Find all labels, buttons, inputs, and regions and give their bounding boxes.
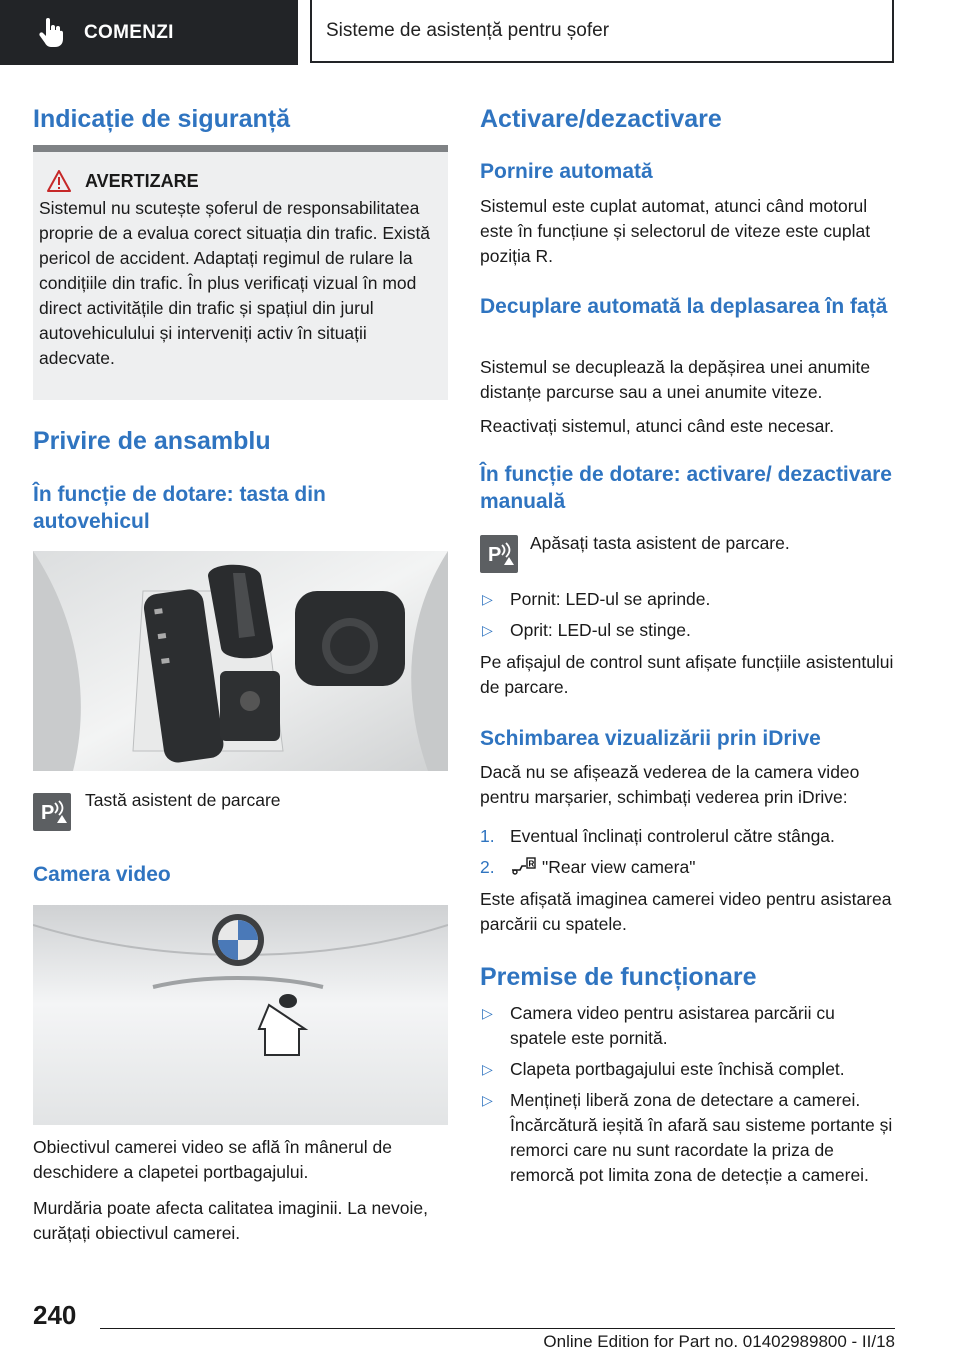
auto-on-heading: Pornire automată [480, 160, 653, 183]
trunk-camera-photo [33, 905, 448, 1125]
steps-list [480, 824, 895, 886]
section-title: Sisteme de asistență pentru șofer [326, 19, 610, 41]
activation-heading: Activare/dezactivare [480, 105, 722, 133]
button-caption: Tastă asistent de parcare [85, 790, 281, 810]
svg-text:P: P [41, 802, 55, 824]
warning-text: Sistemul nu scutește șoferul de responsabilitatea proprie de a evalua corect situația din trafic. Există pericol de accident. Adaptați regimul de rulare la condițiile din trafic. În plus verificați vizual în mod direct activitățile din trafic și spațiul din jurul autovehiculului și interveniți activ în situații adecvate. [39, 198, 431, 368]
manual-heading: În funcție de dotare: activare/ dezactivare manuală [480, 463, 892, 514]
svg-text:P: P [488, 544, 502, 566]
list-item: ▷ Oprit: LED-ul se stinge. [480, 618, 895, 643]
display-text: Pe afișajul de control sunt afișate funcțiile asistentului de parcare. [480, 652, 894, 697]
triangle-bullet-icon: ▷ [482, 1092, 493, 1108]
idrive-heading: Schimbarea vizualizării prin iDrive [480, 727, 821, 750]
list-item: ▷ Camera video pentru asistarea parcării cu spatele este pornită. [482, 1003, 835, 1048]
page-number: 240 [33, 1300, 77, 1330]
camera-paragraph-2: Murdăria poate afecta calitatea imaginii. La nevoie, curățați obiectivul camerei. [33, 1198, 428, 1243]
auto-off-heading: Decuplare automată la deplasarea în față [480, 295, 888, 318]
list-item: 2. R "Rear view camera" [480, 857, 696, 877]
warning-rule [33, 145, 448, 152]
press-text: Apăsați tasta asistent de parcare. [530, 533, 790, 553]
prereq-list [480, 1001, 895, 1194]
prereq-heading: Premise de funcționare [480, 963, 757, 991]
hand-pointer-icon [38, 18, 64, 48]
warning-triangle-icon [47, 170, 71, 192]
warning-label: AVERTIZARE [85, 170, 199, 191]
idrive-text: Dacă nu se afișează vederea de la camera video pentru marșarier, schimbați vederea prin iDrive: [480, 762, 860, 807]
svg-text:R: R [528, 859, 535, 869]
footer-rule [100, 1328, 895, 1329]
safety-heading: Indicație de siguranță [33, 105, 291, 133]
result-text: Este afișată imaginea camerei video pentru asistarea parcării cu spatele. [480, 889, 892, 934]
reactivate-text: Reactivați sistemul, atunci când este necesar. [480, 416, 835, 436]
overview-heading: Privire de ansamblu [33, 427, 271, 455]
camera-heading: Camera video [33, 863, 171, 886]
triangle-bullet-icon: ▷ [482, 591, 493, 607]
parking-assist-button-icon [33, 793, 71, 831]
camera-paragraph-1: Obiectivul camerei video se află în mânerul de deschidere a clapetei portbagajului. [33, 1137, 392, 1182]
button-heading: În funcție de dotare: tasta din autovehicul [33, 483, 326, 534]
list-item: ▷ Clapeta portbagajului este închisă complet. [480, 1057, 895, 1082]
chapter-tab-label: COMENZI [84, 21, 174, 43]
center-console-photo [33, 551, 448, 771]
list-item: 1. Eventual înclinați controlerul către stânga. [480, 826, 835, 846]
triangle-bullet-icon: ▷ [482, 1061, 493, 1077]
rear-camera-icon [510, 856, 536, 876]
list-item: ▷ Mențineți liberă zona de detectare a camerei. Încărcătură ieșită în afară sau sisteme portante și remorci care nu sunt racordate la priza de remorcă pot limita zona de detecție a camerei. [482, 1090, 893, 1185]
footer-edition: Online Edition for Part no. 01402989800 - II/18 [543, 1332, 895, 1351]
triangle-bullet-icon: ▷ [482, 1005, 493, 1021]
triangle-bullet-icon: ▷ [482, 622, 493, 638]
warning-box [33, 152, 448, 400]
auto-off-text: Sistemul se decuplează la depășirea unei anumite distanțe parcurse sau a unei anumite viteze. [480, 357, 871, 402]
parking-assist-button-icon [480, 535, 518, 573]
list-item: ▷ Pornit: LED-ul se aprinde. [480, 587, 895, 612]
auto-on-text: Sistemul este cuplat automat, atunci când motorul este în funcțiune și selectorul de viteze este cuplat poziția R. [480, 196, 871, 266]
section-title-box [310, 0, 894, 63]
manual-list [480, 587, 895, 649]
chapter-tab[interactable] [0, 0, 298, 65]
